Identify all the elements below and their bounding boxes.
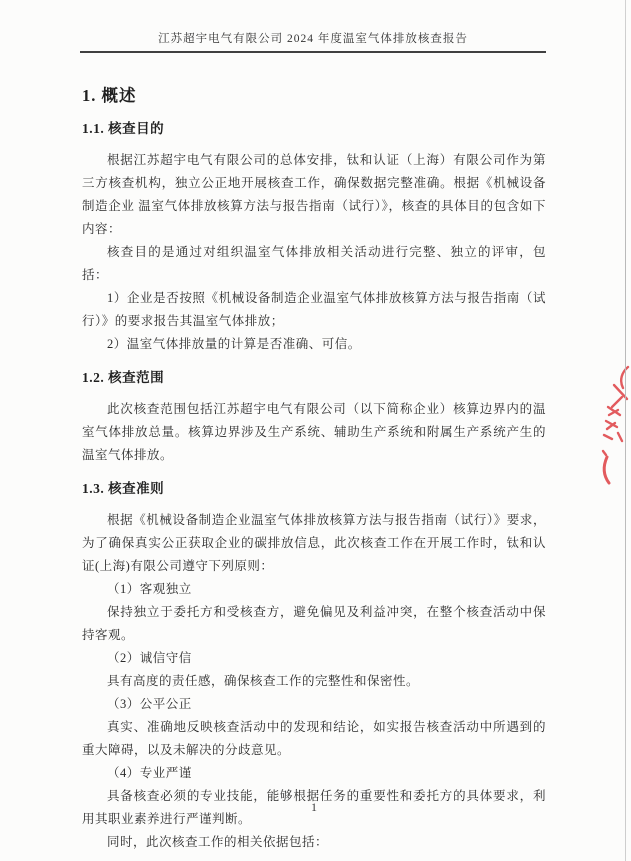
- section-heading-overview: 1. 概述: [82, 86, 137, 105]
- header-rule: [80, 51, 546, 53]
- principle-3-title: （3）公平公正: [107, 697, 192, 711]
- principle-2-text: 具有高度的责任感，确保核查工作的完整性和保密性。: [107, 674, 420, 688]
- list-item-1: 1）企业是否按照《机械设备制造企业温室气体排放核算方法与报告指南（试行）》的要求报告其温室气体排放；: [82, 291, 546, 328]
- subsection-heading-purpose: 1.1. 核查目的: [82, 121, 165, 136]
- list-item-2: 2）温室气体排放量的计算是否准确、可信。: [107, 337, 361, 351]
- paragraph: 同时，此次核查工作的相关依据包括：: [107, 835, 329, 849]
- principle-4-title: （4）专业严谨: [107, 766, 192, 780]
- subsection-heading-scope: 1.2. 核查范围: [82, 370, 165, 385]
- red-seal-fragment: [598, 363, 631, 493]
- paragraph: 核查目的是通过对组织温室气体排放相关活动进行完整、独立的评审，包括：: [82, 245, 546, 282]
- paragraph: 根据《机械设备制造企业温室气体排放核算方法与报告指南（试行）》要求，为了确保真实公正获取企业的碳排放信息，此次核查工作在开展工作时，钛和认证(上海)有限公司遵守下列原则：: [82, 513, 546, 573]
- principle-1-title: （1）客观独立: [107, 582, 192, 596]
- principle-4-text: 具备核查必须的专业技能，能够根据任务的重要性和委托方的具体要求，利用其职业素养进行严谨判断。: [82, 789, 546, 826]
- principle-1-text: 保持独立于委托方和受核查方，避免偏见及利益冲突，在整个核查活动中保持客观。: [82, 605, 546, 642]
- page-number: 1: [311, 800, 317, 814]
- document-body: [82, 86, 546, 854]
- scan-edge-line: [625, 0, 626, 861]
- paragraph: 根据江苏超宇电气有限公司的总体安排，钛和认证（上海）有限公司作为第三方核查机构，独立公正地开展核查工作，确保数据完整准确。根据《机械设备制造企业 温室气体排放核算方法与报告指南（试行）》，核查的具体目的包含如下内容：: [82, 153, 546, 236]
- principle-3-text: 真实、准确地反映核查活动中的发现和结论，如实报告核查活动中所遇到的重大障碍，以及未解决的分歧意见。: [82, 720, 546, 757]
- page-header-title: 江苏超宇电气有限公司 2024 年度温室气体排放核查报告: [158, 33, 468, 45]
- principle-2-title: （2）诚信守信: [107, 651, 192, 665]
- paragraph: 此次核查范围包括江苏超宇电气有限公司（以下简称企业）核算边界内的温室气体排放总量。核算边界涉及生产系统、辅助生产系统和附属生产系统产生的温室气体排放。: [82, 402, 546, 462]
- subsection-heading-criteria: 1.3. 核查准则: [82, 481, 165, 496]
